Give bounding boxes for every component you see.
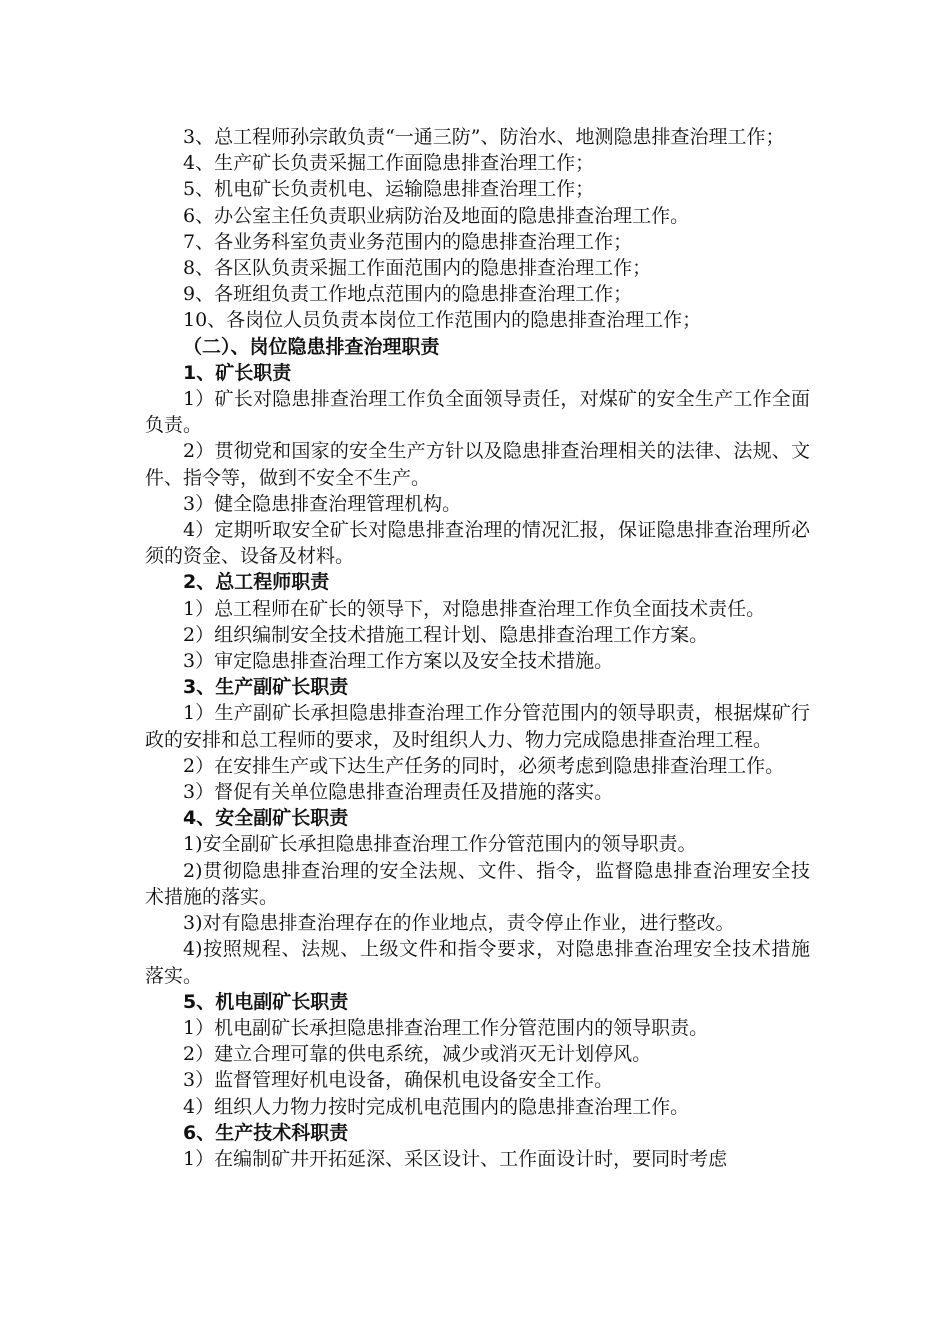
paragraph: 1）生产副矿长承担隐患排查治理工作分管范围内的领导职责，根据煤矿行政的安排和总工程师的要求，及时组织人力、物力完成隐患排查治理工程。 bbox=[145, 702, 810, 751]
paragraph: 1)安全副矿长承担隐患排查治理工作分管范围内的领导职责。 bbox=[183, 833, 697, 856]
paragraph: 3)对有隐患排查治理存在的作业地点，责令停止作业，进行整改。 bbox=[183, 912, 735, 935]
subsection-heading-mine-director: 1、矿长职责 bbox=[183, 361, 292, 384]
paragraph: 4）定期听取安全矿长对隐患排查治理的情况汇报，保证隐患排查治理所必须的资金、设备及材料。 bbox=[145, 519, 810, 568]
paragraph: 2)贯彻隐患排查治理的安全法规、文件、指令，监督隐患排查治理安全技术措施的落实。 bbox=[145, 859, 810, 908]
paragraph: 3）健全隐患排查治理管理机构。 bbox=[183, 492, 462, 515]
paragraph: 2）贯彻党和国家的安全生产方针以及隐患排查治理相关的法律、法规、文件、指令等，做到不安全不生产。 bbox=[145, 440, 810, 489]
paragraph: 2）在安排生产或下达生产任务的同时，必须考虑到隐患排查治理工作。 bbox=[183, 754, 785, 777]
paragraph: 3）监督管理好机电设备，确保机电设备安全工作。 bbox=[183, 1069, 614, 1092]
paragraph: 3）督促有关单位隐患排查治理责任及措施的落实。 bbox=[183, 781, 614, 804]
list-item-production-mine-director: 4、生产矿长负责采掘工作面隐患排查治理工作； bbox=[183, 152, 595, 175]
paragraph: 2）组织编制安全技术措施工程计划、隐患排查治理工作方案。 bbox=[183, 623, 709, 646]
paragraph: 1）总工程师在矿长的领导下，对隐患排查治理工作负全面技术责任。 bbox=[183, 597, 766, 620]
paragraph: 4)按照规程、法规、上级文件和指令要求，对隐患排查治理安全技术措施落实。 bbox=[145, 938, 810, 987]
paragraph: 3）审定隐患排查治理工作方案以及安全技术措施。 bbox=[183, 650, 614, 673]
paragraph: 2）建立合理可靠的供电系统，减少或消灭无计划停风。 bbox=[183, 1043, 652, 1066]
paragraph: 1）在编制矿井开拓延深、采区设计、工作面设计时，要同时考虑 bbox=[183, 1147, 728, 1170]
list-item-office-director: 6、办公室主任负责职业病防治及地面的隐患排查治理工作。 bbox=[183, 204, 690, 227]
paragraph: 4）组织人力物力按时完成机电范围内的隐患排查治理工作。 bbox=[183, 1095, 690, 1118]
paragraph: 1）矿长对隐患排查治理工作负全面领导责任，对煤矿的安全生产工作全面负责。 bbox=[145, 388, 810, 437]
list-item-district-teams: 8、各区队负责采掘工作面范围内的隐患排查治理工作； bbox=[183, 257, 652, 280]
paragraph: 1）机电副矿长承担隐患排查治理工作分管范围内的领导职责。 bbox=[183, 1016, 709, 1039]
subsection-heading-production-deputy: 3、生产副矿长职责 bbox=[183, 676, 349, 699]
list-item-electromechanical-mine-director: 5、机电矿长负责机电、运输隐患排查治理工作； bbox=[183, 178, 595, 201]
list-item-business-departments: 7、各业务科室负责业务范围内的隐患排查治理工作； bbox=[183, 230, 633, 253]
subsection-heading-production-technology-dept: 6、生产技术科职责 bbox=[183, 1121, 349, 1144]
section-heading-post-duties: （二）、岗位隐患排查治理职责 bbox=[183, 335, 440, 358]
subsection-heading-chief-engineer: 2、总工程师职责 bbox=[183, 571, 330, 594]
list-item-shift-groups: 9、各班组负责工作地点范围内的隐患排查治理工作； bbox=[183, 283, 633, 306]
subsection-heading-safety-deputy: 4、安全副矿长职责 bbox=[183, 807, 349, 830]
list-item-post-personnel: 10、各岗位人员负责本岗位工作范围内的隐患排查治理工作； bbox=[183, 309, 702, 332]
subsection-heading-electromechanical-deputy: 5、机电副矿长职责 bbox=[183, 990, 349, 1013]
document-body bbox=[145, 124, 810, 1172]
list-item-chief-engineer: 3、总工程师孙宗敢负责“一通三防”、防治水、地测隐患排查治理工作； bbox=[183, 126, 785, 148]
